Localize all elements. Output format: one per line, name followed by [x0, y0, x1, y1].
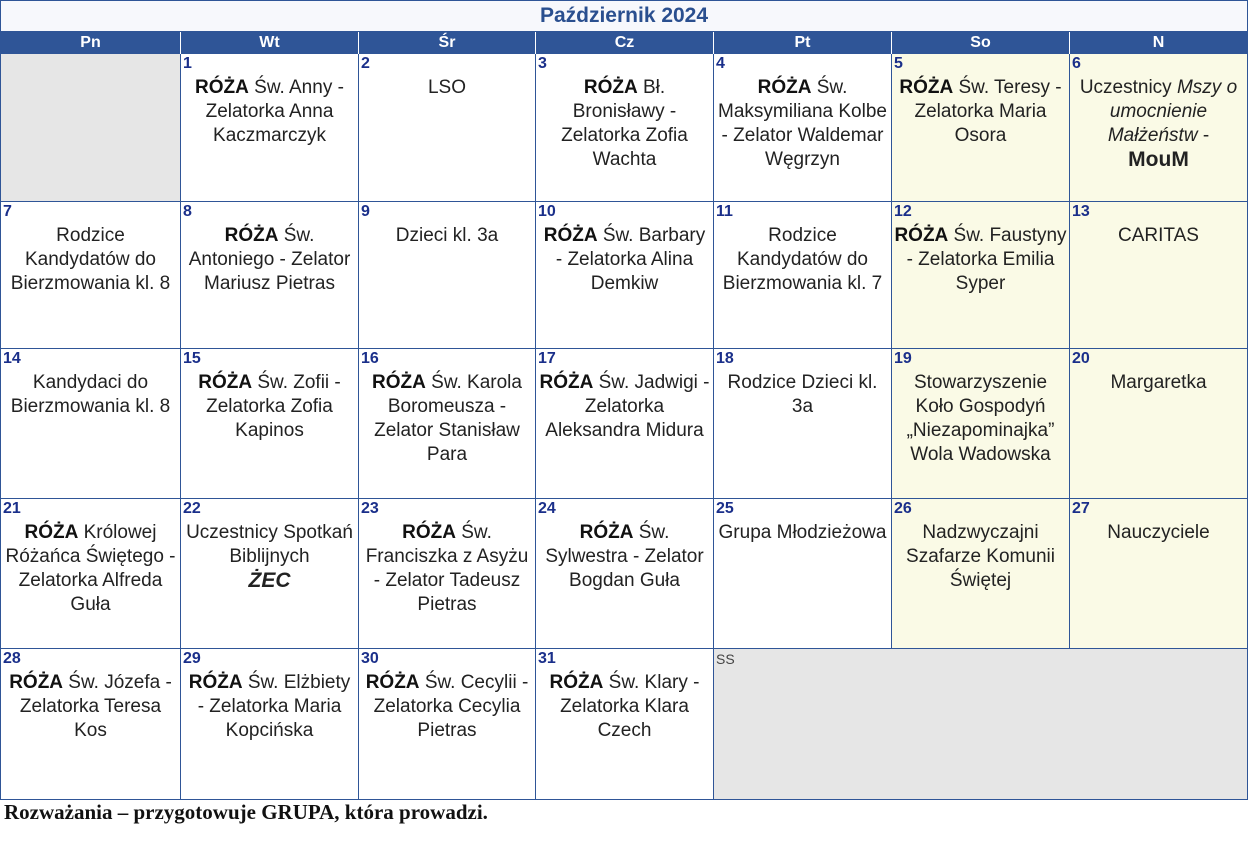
- day-cell-24: [536, 499, 714, 649]
- weekday-fri: Pt: [714, 32, 892, 54]
- day-cell-17: [536, 349, 714, 499]
- day-number: 13: [1072, 203, 1090, 220]
- day-text-italic: Mszy o umocnienie Małżeństw: [1107, 77, 1238, 146]
- roza-label: RÓŻA: [24, 522, 79, 543]
- day-number: 27: [1072, 500, 1090, 517]
- day-text: Stowarzyszenie Koło Gospodyń „Niezapominajka” Wola Wadowska: [906, 372, 1055, 465]
- day-number: 25: [716, 500, 734, 517]
- day-text: Królowej Różańca Świętego - Zelatorka Alfreda Guła: [5, 522, 176, 615]
- weekday-tue: Wt: [181, 32, 359, 54]
- day-text: Rodzice Kandydatów do Bierzmowania kl. 7: [722, 225, 883, 294]
- day-number: 17: [538, 350, 556, 367]
- day-number: 28: [3, 650, 21, 667]
- day-cell-4: [714, 54, 892, 202]
- day-text: Św. Cecylii - Zelatorka Cecylia Pietras: [373, 672, 529, 741]
- day-cell-29: [181, 649, 359, 799]
- day-text: Kandydaci do Bierzmowania kl. 8: [10, 372, 171, 417]
- roza-label: RÓŻA: [543, 225, 598, 246]
- day-cell-11: [714, 202, 892, 349]
- day-cell-12: [892, 202, 1070, 349]
- day-text: Św. Antoniego - Zelator Mariusz Pietras: [188, 225, 351, 294]
- day-text: LSO: [427, 77, 467, 98]
- day-cell-31: [536, 649, 714, 799]
- roza-label: RÓŻA: [365, 672, 420, 693]
- day-text: Św. Józefa - Zelatorka Teresa Kos: [19, 672, 172, 741]
- day-cell-16: [359, 349, 536, 499]
- day-cell-2: [359, 54, 536, 202]
- roza-label: RÓŻA: [188, 672, 243, 693]
- day-number: 10: [538, 203, 556, 220]
- weekday-sun: N: [1152, 34, 1165, 51]
- day-number: 8: [183, 203, 192, 220]
- roza-label: RÓŻA: [224, 225, 279, 246]
- day-number: 30: [361, 650, 379, 667]
- day-number: 19: [894, 350, 912, 367]
- day-text: Św. Klary - Zelatorka Klara Czech: [560, 672, 700, 741]
- day-number: 24: [538, 500, 556, 517]
- day-number: 16: [361, 350, 379, 367]
- day-text: Bł. Bronisławy - Zelatorka Zofia Wachta: [561, 77, 688, 170]
- day-cell-19: [892, 349, 1070, 499]
- trailing-empty-cell: [714, 649, 1247, 799]
- day-cell-26: [892, 499, 1070, 649]
- day-text: Rodzice Kandydatów do Bierzmowania kl. 8: [10, 225, 171, 294]
- day-number: 12: [894, 203, 912, 220]
- day-number: 14: [3, 350, 21, 367]
- weekday-header: [1, 32, 1247, 54]
- day-cell-23: [359, 499, 536, 649]
- weekday-thu: Cz: [536, 32, 714, 54]
- day-number: 11: [716, 203, 733, 220]
- day-text: Św. Anny - Zelatorka Anna Kaczmarczyk: [205, 77, 344, 146]
- day-text: Nauczyciele: [1107, 522, 1210, 543]
- day-cell-5: [892, 54, 1070, 202]
- day-text: CARITAS: [1118, 225, 1199, 246]
- day-number: 31: [538, 650, 556, 667]
- day-cell-22: [181, 499, 359, 649]
- day-cell-1: [181, 54, 359, 202]
- day-text: Św. Teresy - Zelatorka Maria Osora: [914, 77, 1062, 146]
- zec-label: ŻEC: [248, 569, 291, 592]
- day-cell-9: [359, 202, 536, 349]
- day-text-suffix: -: [1197, 125, 1210, 146]
- day-text: Rodzice Dzieci kl. 3a: [727, 372, 878, 417]
- roza-label: RÓŻA: [579, 522, 634, 543]
- weekday-sat: So: [892, 32, 1070, 54]
- day-cell-20: [1070, 349, 1247, 499]
- day-text: Św. Sylwestra - Zelator Bogdan Guła: [545, 522, 704, 591]
- roza-label: RÓŻA: [894, 225, 949, 246]
- day-text: Św. Zofii - Zelatorka Zofia Kapinos: [206, 372, 341, 441]
- day-number: 21: [3, 500, 21, 517]
- footer-note: Rozważania – przygotowuje GRUPA, która prowadzi.: [4, 800, 488, 824]
- day-cell-10: [536, 202, 714, 349]
- day-number: 18: [716, 350, 734, 367]
- day-text: Św. Faustyny - Zelatorka Emilia Syper: [906, 225, 1067, 294]
- day-number: 26: [894, 500, 912, 517]
- day-number: 5: [894, 55, 903, 72]
- day-cell-8: [181, 202, 359, 349]
- roza-label: RÓŻA: [372, 372, 426, 393]
- day-text: Św. Jadwigi - Zelatorka Aleksandra Midura: [545, 372, 710, 441]
- calendar-title: Październik 2024: [1, 1, 1247, 32]
- day-text: Św. Elżbiety - Zelatorka Maria Kopcińska: [197, 672, 351, 741]
- day-cell-21: [1, 499, 181, 649]
- day-text: Św. Barbary - Zelatorka Alina Demkiw: [555, 225, 706, 294]
- day-cell-3: [536, 54, 714, 202]
- day-text: Margaretka: [1110, 372, 1207, 393]
- day-number: 1: [183, 55, 192, 72]
- day-number: 9: [361, 203, 370, 220]
- day-text: Grupa Młodzieżowa: [718, 522, 887, 543]
- day-number: 6: [1072, 55, 1081, 72]
- roza-label: RÓŻA: [402, 522, 456, 543]
- roza-label: RÓŻA: [195, 77, 249, 98]
- trailing-note: SS: [716, 651, 735, 667]
- day-number: 20: [1072, 350, 1090, 367]
- day-number: 7: [3, 203, 12, 220]
- day-text: Uczestnicy Spotkań Biblijnych: [186, 522, 353, 567]
- day-cell-25: [714, 499, 892, 649]
- day-cell-7: [1, 202, 181, 349]
- day-cell-27: [1070, 499, 1247, 649]
- day-text: Nadzwyczajni Szafarze Komunii Świętej: [906, 522, 1055, 591]
- day-number: 29: [183, 650, 201, 667]
- day-number: 23: [361, 500, 379, 517]
- roza-label: RÓŻA: [757, 77, 812, 98]
- day-cell-15: [181, 349, 359, 499]
- moum-label: MouM: [1128, 148, 1189, 171]
- day-cell-6: [1070, 54, 1247, 202]
- day-number: 22: [183, 500, 201, 517]
- day-text: Dzieci kl. 3a: [395, 225, 499, 246]
- roza-label: RÓŻA: [9, 672, 64, 693]
- empty-cell: [1, 54, 181, 202]
- roza-label: RÓŻA: [549, 672, 604, 693]
- day-cell-13: [1070, 202, 1247, 349]
- day-cell-14: [1, 349, 181, 499]
- calendar-grid: [1, 54, 1247, 799]
- day-text: Uczestnicy: [1079, 77, 1177, 98]
- day-cell-28: [1, 649, 181, 799]
- day-text: Św. Franciszka z Asyżu - Zelator Tadeusz Pietras: [365, 522, 529, 615]
- weekday-wed: Śr: [359, 32, 536, 54]
- roza-label: RÓŻA: [198, 372, 253, 393]
- day-text: Św. Maksymiliana Kolbe - Zelator Waldemar Węgrzyn: [718, 77, 887, 170]
- day-number: 4: [716, 55, 725, 72]
- day-text: Św. Karola Boromeusza - Zelator Stanisław Para: [374, 372, 522, 465]
- day-number: 15: [183, 350, 201, 367]
- day-number: 3: [538, 55, 547, 72]
- roza-label: RÓŻA: [583, 77, 638, 98]
- day-cell-18: [714, 349, 892, 499]
- weekday-mon: Pn: [1, 32, 181, 54]
- roza-label: RÓŻA: [899, 77, 954, 98]
- roza-label: RÓŻA: [539, 372, 594, 393]
- day-number: 2: [361, 55, 370, 72]
- day-cell-30: [359, 649, 536, 799]
